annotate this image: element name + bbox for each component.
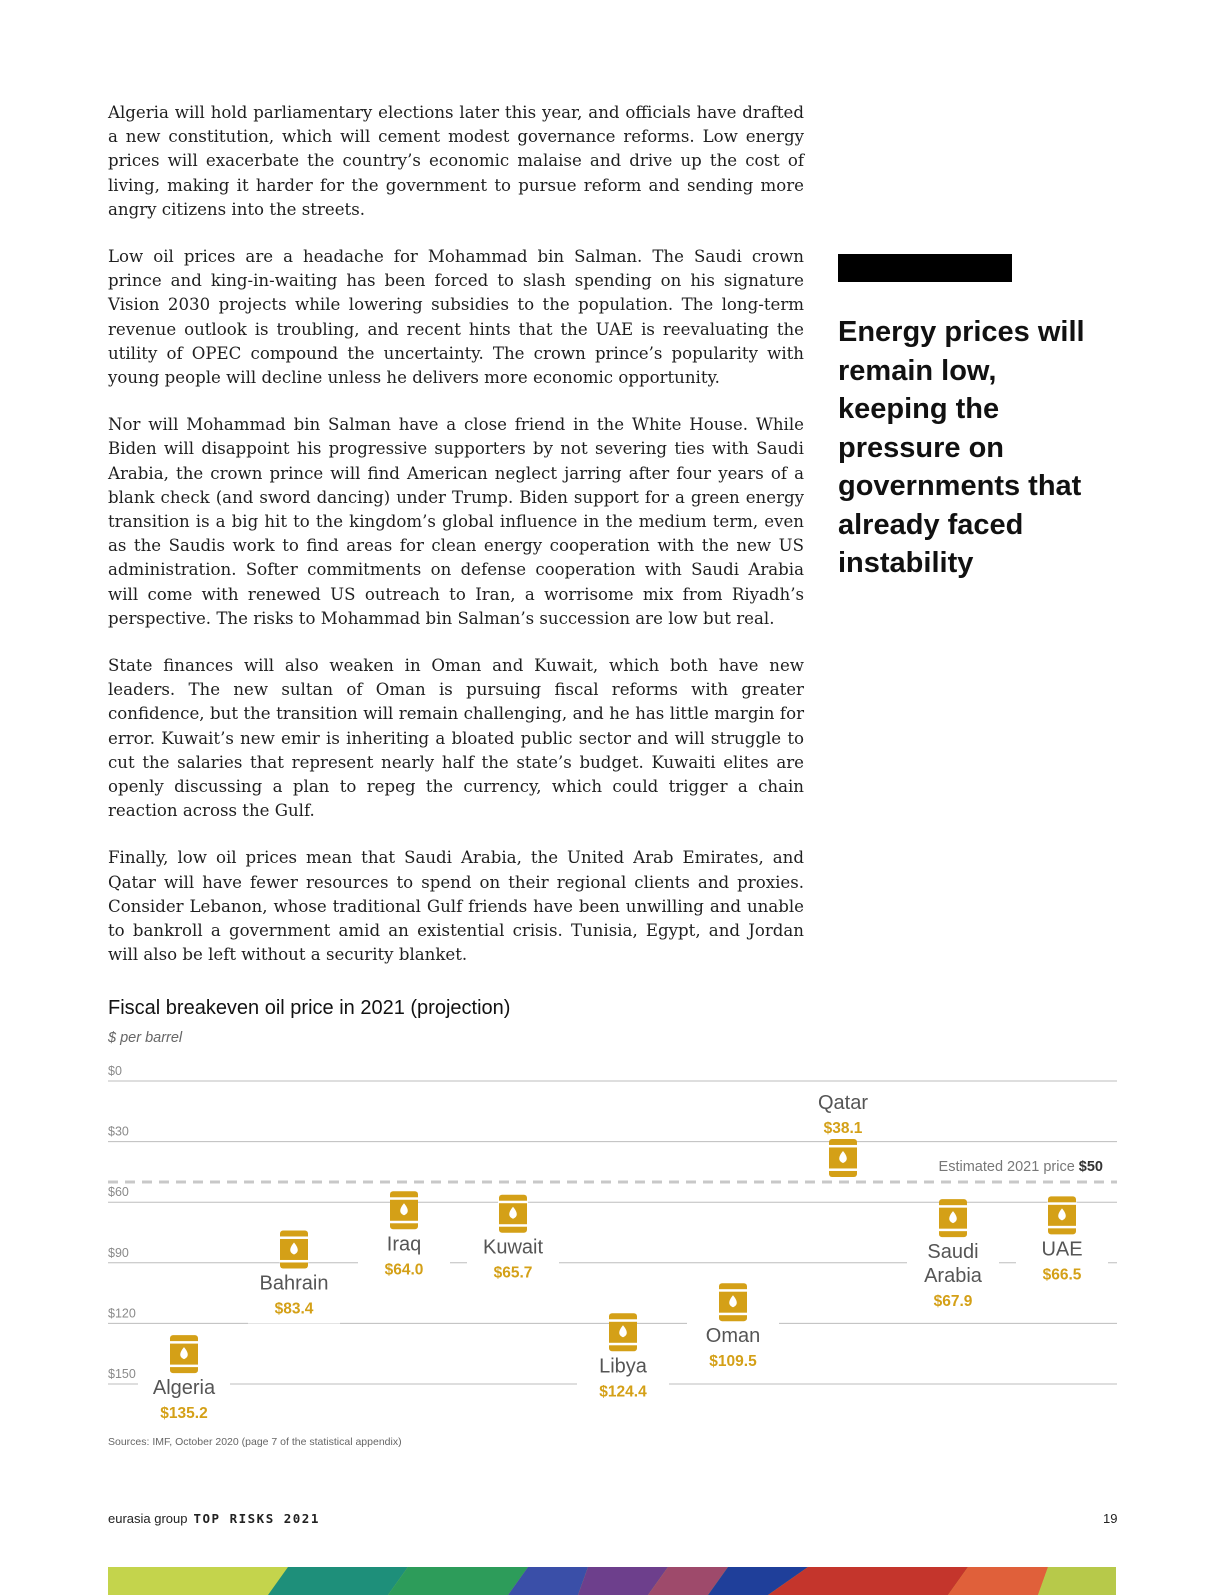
data-point [358, 1191, 450, 1284]
chart-title: Fiscal breakeven oil price in 2021 (projection) [108, 997, 511, 1019]
chart-source: Sources: IMF, October 2020 (page 7 of the statistical appendix) [108, 1436, 402, 1448]
country-label: Saudi [927, 1241, 979, 1264]
oil-barrel-icon [279, 1230, 309, 1268]
oil-barrel-icon [389, 1191, 419, 1229]
data-point [797, 1086, 889, 1177]
paragraph-regional-clients: Finally, low oil prices mean that Saudi Arabia, the United Arab Emirates, and Qatar will have fewer resources to spend on their regional clients and proxies. Consider Lebanon, whose traditional Gulf friends have been unwilling and unable to bankroll a government amid an existential crisis. Tunisia, Egypt, and Jordan will also be left without a security blanket. [108, 848, 804, 965]
oil-barrel-icon [718, 1283, 748, 1321]
reference-line-text: Estimated 2021 price [938, 1159, 1079, 1175]
value-label: $65.7 [493, 1264, 533, 1282]
value-label: $67.9 [933, 1293, 973, 1311]
paragraph-saudi-outlook: Low oil prices are a headache for Mohammad bin Salman. The Saudi crown prince and king-in-waiting has been forced to slash spending on his signature Vision 2030 projects while lowering subsidies to the population. The long-term revenue outlook is troubling, and recent hints that the UAE is reevaluating the utility of OPEC compound the uncertainty. The crown prince’s popularity with young people will decline unless he delivers more economic opportunity. [108, 247, 804, 388]
paragraph-white-house: Nor will Mohammad bin Salman have a close friend in the White House. While Biden will disappoint his progressive supporters by not severing ties with Saudi Arabia, the crown prince will find American neglect jarring after four years of a blank check (and sword dancing) under Trump. Biden support for a green energy transition is a big hit to the kingdom’s global influence in the medium term, even as the Saudis work to find areas for clean energy cooperation with the new US administration. Softer commitments on defense cooperation with Saudi Arabia will come with renewed US outreach to Iran, a worrisome mix from Riyadh’s perspective. The risks to Mohammad bin Salman’s succession are low but real. [108, 415, 804, 628]
oil-barrel-icon [169, 1335, 199, 1373]
y-tick-label: $30 [108, 1124, 129, 1139]
oil-barrel-icon [608, 1313, 638, 1351]
value-label: $83.4 [274, 1300, 314, 1318]
footer-brand-name: eurasia group [108, 1511, 188, 1526]
data-point [907, 1199, 999, 1316]
footer-brand [108, 1511, 320, 1526]
chart-unit-label: $ per barrel [108, 1030, 183, 1046]
page-number: 19 [1103, 1511, 1118, 1526]
y-tick-label: $120 [108, 1306, 136, 1321]
y-tick-label: $150 [108, 1367, 136, 1381]
country-label: UAE [1041, 1238, 1083, 1261]
value-label: $38.1 [823, 1119, 863, 1137]
country-label: Arabia [924, 1265, 982, 1288]
value-label: $124.4 [599, 1383, 647, 1401]
value-label: $109.5 [709, 1353, 757, 1371]
country-label: Bahrain [259, 1272, 329, 1295]
value-label: $66.5 [1042, 1266, 1082, 1284]
country-label: Oman [705, 1325, 761, 1348]
footer-report-title: TOP RISKS 2021 [193, 1511, 320, 1526]
country-label: Algeria [152, 1377, 216, 1400]
y-tick-label: $90 [108, 1245, 129, 1260]
data-point [687, 1283, 779, 1376]
paragraph-algeria: Algeria will hold parliamentary elections later this year, and officials have drafted a new constitution, which will cement modest governance reforms. Low energy prices will exacerbate the country’s economic malaise and drive up the cost of living, making it harder for the government to pursue reform and sending more angry citizens into the streets. [108, 103, 804, 219]
data-point [467, 1195, 559, 1288]
country-label: Qatar [817, 1091, 869, 1114]
paragraph-oman-kuwait: State finances will also weaken in Oman and Kuwait, which both have new leaders. The new sultan of Oman is pursuing fiscal reforms with greater confidence, but the transition will remain challenging, and he has little margin for error. Kuwait’s new emir is inheriting a bloated public sector and will struggle to cut the salaries that represent nearly half the state’s budget. Kuwaiti elites are openly discussing a plan to repeg the currency, which could trigger a chain reaction across the Gulf. [108, 656, 804, 821]
value-label: $135.2 [160, 1405, 208, 1423]
data-point [138, 1335, 230, 1428]
footer-color-band [108, 1567, 1116, 1595]
oil-barrel-icon [828, 1139, 858, 1177]
data-point [1016, 1196, 1108, 1289]
country-label: Iraq [386, 1233, 422, 1256]
oil-barrel-icon [938, 1199, 968, 1237]
oil-barrel-icon [498, 1195, 528, 1233]
country-label: Libya [599, 1355, 647, 1378]
value-label: $64.0 [384, 1261, 424, 1279]
pull-quote: Energy prices will remain low, keeping the pressure on governments that already faced instability [838, 316, 1085, 579]
y-tick-label: $0 [108, 1064, 122, 1078]
data-point [248, 1230, 340, 1323]
country-label: Kuwait [482, 1236, 544, 1259]
data-point [577, 1313, 669, 1406]
y-tick-label: $60 [108, 1185, 129, 1200]
reference-line-label [939, 1159, 1103, 1175]
reference-line-value: $50 [1078, 1159, 1103, 1175]
oil-barrel-icon [1047, 1196, 1077, 1234]
